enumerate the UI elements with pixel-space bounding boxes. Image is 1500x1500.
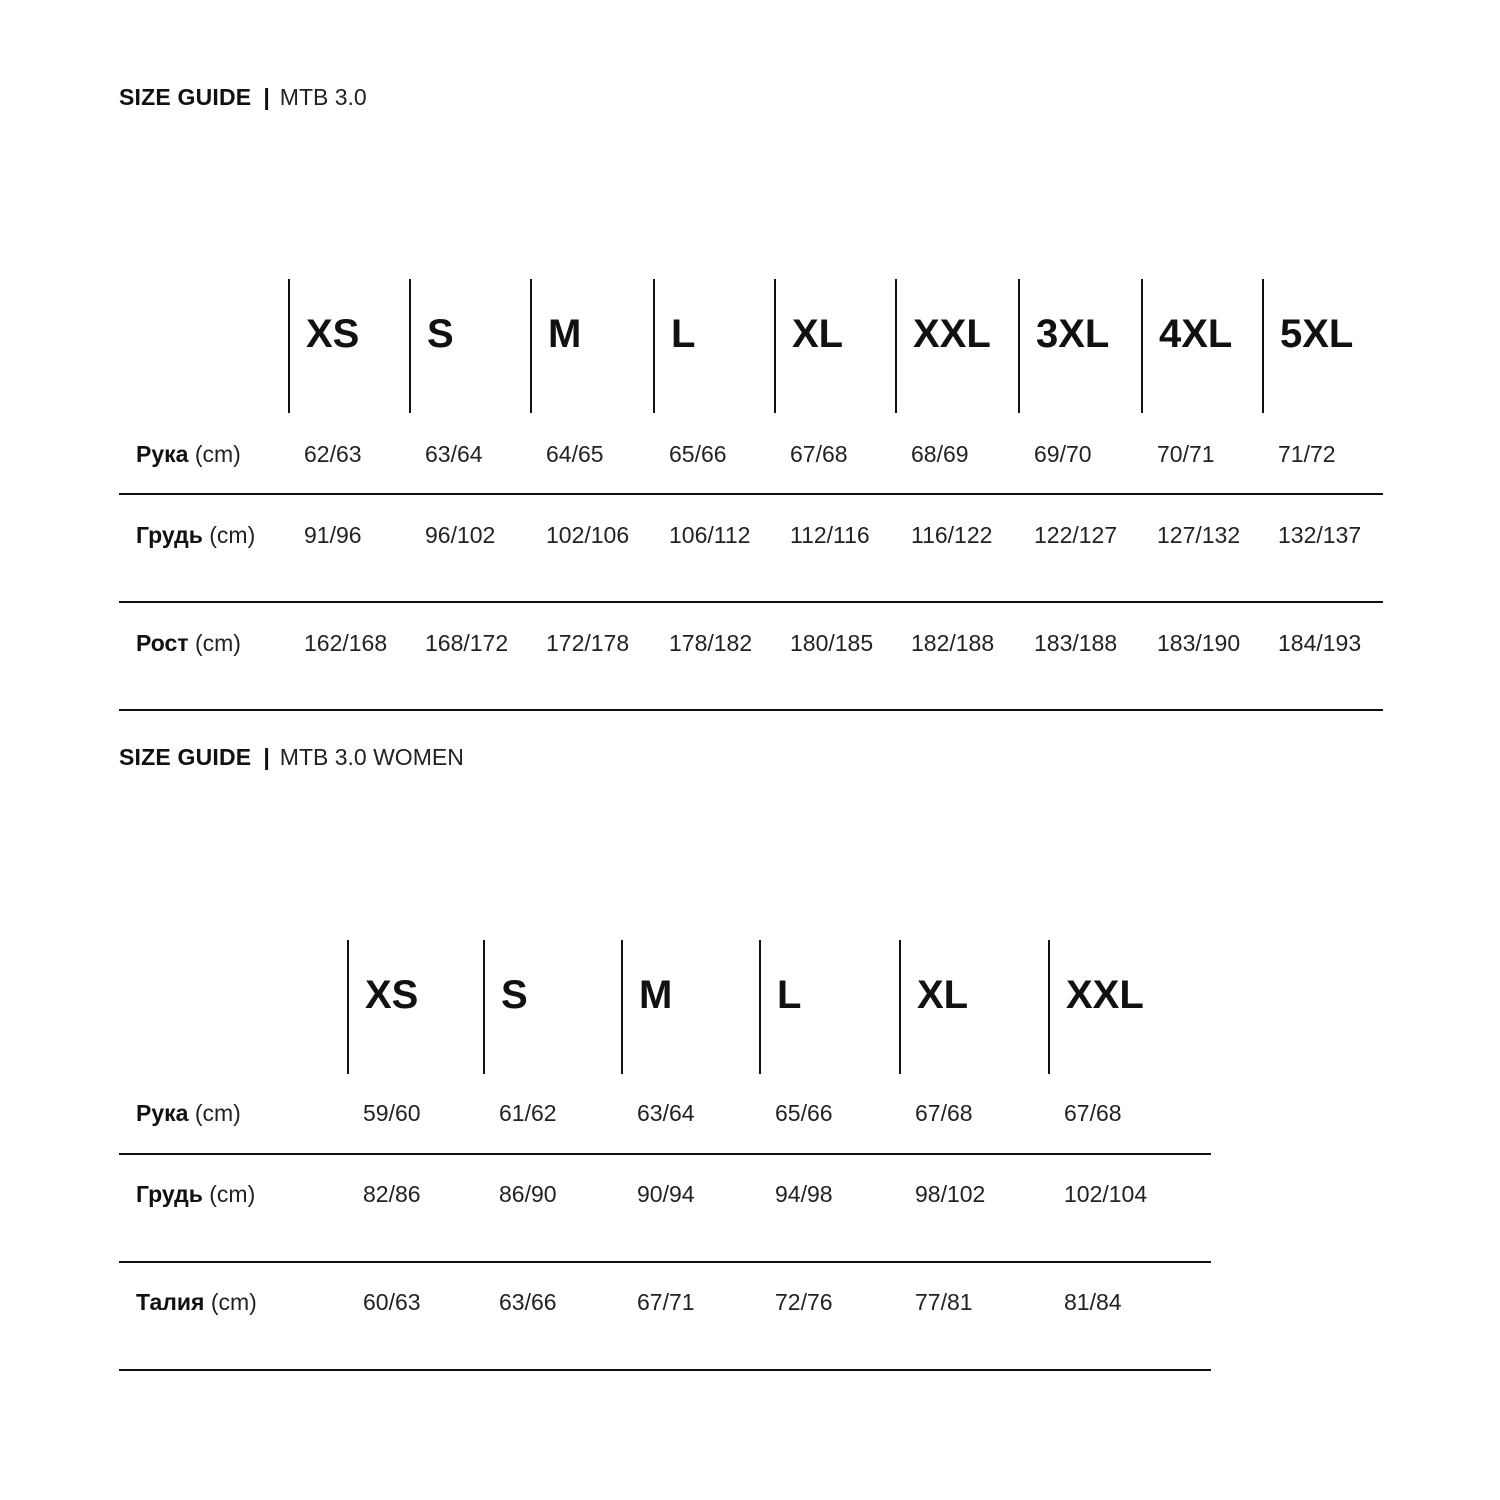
- table-cell: 102/106: [546, 522, 630, 548]
- measurement-unit: (cm): [209, 522, 256, 548]
- size-header: 4XL: [1159, 312, 1233, 356]
- table-cell: 122/127: [1034, 522, 1118, 548]
- table-cell: 61/62: [499, 1100, 557, 1126]
- table-cell: 71/72: [1278, 441, 1336, 467]
- table-cell: 90/94: [637, 1181, 695, 1207]
- table-cell: 63/64: [637, 1100, 695, 1126]
- table-cell: 102/104: [1064, 1181, 1148, 1207]
- table-cell: 168/172: [425, 630, 509, 656]
- model-name: MTB 3.0 WOMEN: [279, 744, 464, 770]
- table-cell: 178/182: [669, 630, 753, 656]
- table-cell: 91/96: [304, 522, 362, 548]
- row-divider: [119, 1369, 1211, 1371]
- size-header: M: [639, 973, 673, 1017]
- column-divider: [1048, 940, 1050, 1074]
- size-header: S: [501, 973, 528, 1017]
- table-cell: 64/65: [546, 441, 604, 467]
- table-cell: 183/188: [1034, 630, 1118, 656]
- size-header: XXL: [913, 312, 991, 356]
- measurement-name: Талия: [136, 1289, 205, 1315]
- title-separator: |: [263, 744, 270, 770]
- size-header: XL: [792, 312, 844, 356]
- table-cell: 77/81: [915, 1289, 973, 1315]
- table-cell: 116/122: [911, 522, 993, 548]
- table-cell: 94/98: [775, 1181, 833, 1207]
- table-cell: 86/90: [499, 1181, 557, 1207]
- table-cell: 60/63: [363, 1289, 421, 1315]
- table-cell: 70/71: [1157, 441, 1215, 467]
- column-divider: [347, 940, 349, 1074]
- size-header: XXL: [1066, 973, 1144, 1017]
- size-header: S: [427, 312, 454, 356]
- size-header: XS: [365, 973, 419, 1017]
- table-cell: 65/66: [669, 441, 727, 467]
- table-cell: 183/190: [1157, 630, 1241, 656]
- table-cell: 162/168: [304, 630, 388, 656]
- measurement-unit: (cm): [209, 1181, 256, 1207]
- table-cell: 72/76: [775, 1289, 833, 1315]
- size-header: 3XL: [1036, 312, 1110, 356]
- table-cell: 106/112: [669, 522, 751, 548]
- size-header: XL: [917, 973, 969, 1017]
- column-divider: [483, 940, 485, 1074]
- measurement-name: Рост: [136, 630, 189, 656]
- table-cell: 67/71: [637, 1289, 695, 1315]
- measurement-unit: (cm): [194, 441, 241, 467]
- measurement-name: Грудь: [136, 522, 203, 548]
- column-divider: [621, 940, 623, 1074]
- table-cell: 182/188: [911, 630, 995, 656]
- size-header: L: [777, 973, 802, 1017]
- size-header: L: [671, 312, 696, 356]
- table-cell: 69/70: [1034, 441, 1092, 467]
- column-divider: [899, 940, 901, 1074]
- table-cell: 67/68: [1064, 1100, 1122, 1126]
- measurement-unit: (cm): [210, 1289, 257, 1315]
- column-divider: [759, 940, 761, 1074]
- title-separator: |: [263, 84, 270, 110]
- table-cell: 62/63: [304, 441, 362, 467]
- size-header: XS: [306, 312, 360, 356]
- table-cell: 184/193: [1278, 630, 1362, 656]
- row-label: [136, 1183, 255, 1206]
- table-cell: 65/66: [775, 1100, 833, 1126]
- table-cell: 96/102: [425, 522, 496, 548]
- table-cell: 82/86: [363, 1181, 421, 1207]
- row-divider: [119, 1153, 1211, 1155]
- measurement-unit: (cm): [194, 630, 241, 656]
- table-cell: 180/185: [790, 630, 874, 656]
- table-cell: 112/116: [790, 522, 870, 548]
- table-cell: 63/66: [499, 1289, 557, 1315]
- size-guide-label: SIZE GUIDE: [119, 744, 252, 770]
- table-cell: 59/60: [363, 1100, 421, 1126]
- size-header: 5XL: [1280, 312, 1354, 356]
- row-label: [136, 1102, 241, 1125]
- measurement-name: Грудь: [136, 1181, 203, 1207]
- measurement-name: Рука: [136, 1100, 189, 1126]
- table-cell: 68/69: [911, 441, 969, 467]
- table-cell: 98/102: [915, 1181, 986, 1207]
- size-guide-label: SIZE GUIDE: [119, 84, 252, 110]
- table-cell: 67/68: [915, 1100, 973, 1126]
- table-cell: 132/137: [1278, 522, 1362, 548]
- size-header: M: [548, 312, 582, 356]
- model-name: MTB 3.0: [279, 84, 367, 110]
- table-cell: 63/64: [425, 441, 483, 467]
- table-cell: 67/68: [790, 441, 848, 467]
- table-cell: 172/178: [546, 630, 630, 656]
- table-cell: 127/132: [1157, 522, 1241, 548]
- measurement-unit: (cm): [194, 1100, 241, 1126]
- measurement-name: Рука: [136, 441, 189, 467]
- table-cell: 81/84: [1064, 1289, 1122, 1315]
- row-label: [136, 1291, 257, 1314]
- row-divider: [119, 1261, 1211, 1263]
